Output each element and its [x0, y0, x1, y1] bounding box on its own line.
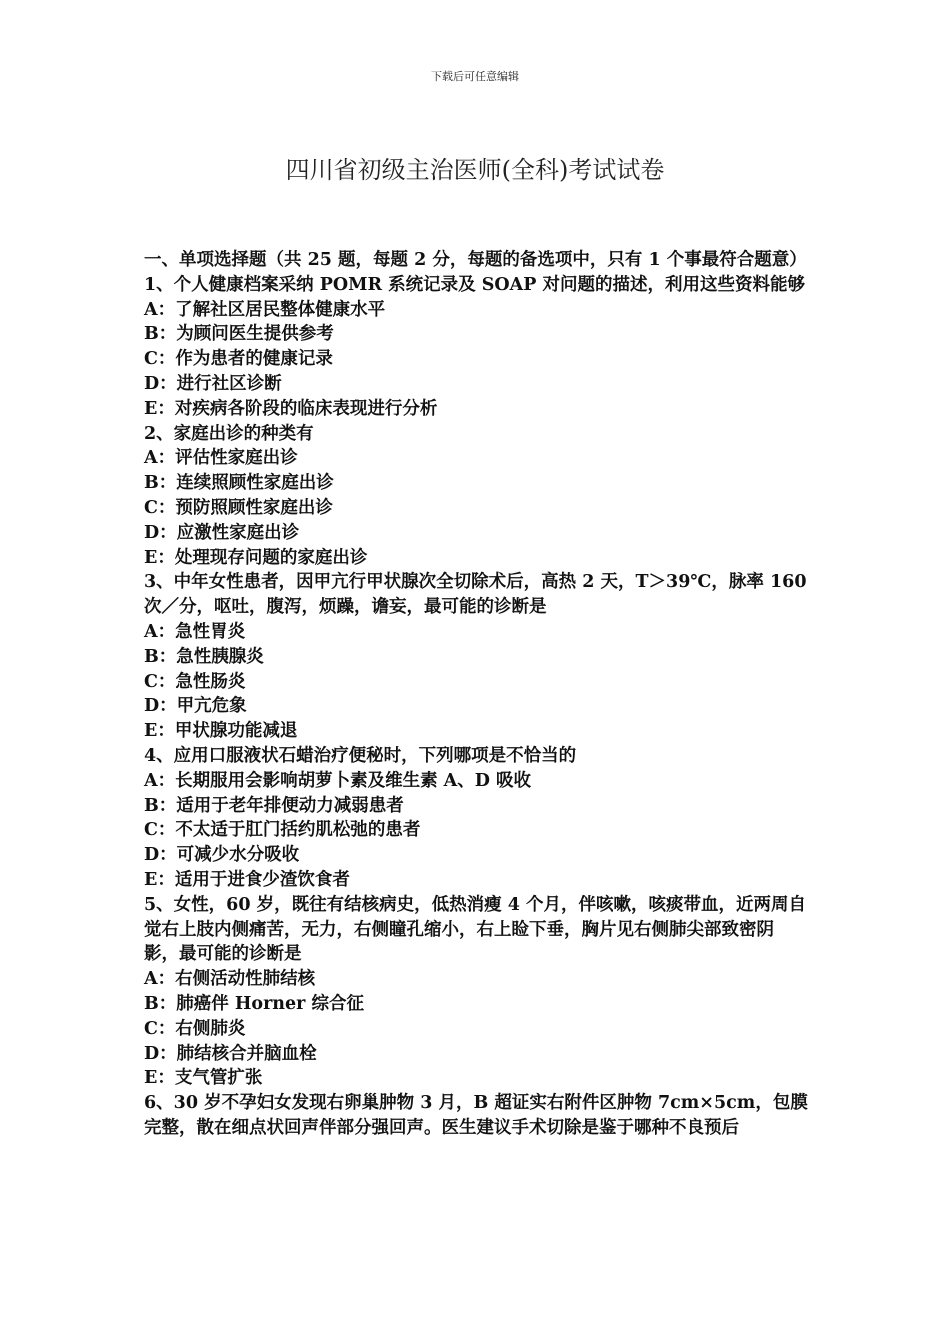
option-c: C：预防照顾性家庭出诊: [144, 497, 333, 518]
question-stem: 1、个人健康档案采纳 POMR 系统记录及 SOAP 对问题的描述，利用这些资料能够: [144, 274, 805, 295]
option-a: A：急性胃炎: [144, 621, 246, 642]
option-c: C：不太适于肛门括约肌松弛的患者: [144, 820, 421, 841]
question-stem: 3、中年女性患者，因甲亢行甲状腺次全切除术后，高热 2 天，T＞39℃，脉率 160 次／分，呕吐，腹泻，烦躁，谵妄，最可能的诊断是: [144, 572, 807, 618]
option-d: D：甲亢危象: [144, 696, 247, 717]
option-c: C：急性肠炎: [144, 671, 246, 692]
option-d: D：肺结核合并脑血栓: [144, 1043, 317, 1064]
question-6: [144, 1091, 808, 1141]
section-heading: 一、单项选择题（共 25 题，每题 2 分，每题的备选项中，只有 1 个事最符合题意）: [144, 250, 807, 270]
question-5: [144, 893, 808, 1091]
question-stem: 2、家庭出诊的种类有: [144, 423, 314, 444]
option-d: D：可减少水分吸收: [144, 845, 300, 866]
option-b: B：适用于老年排便动力减弱患者: [144, 795, 404, 816]
option-e: E：甲状腺功能减退: [144, 721, 298, 742]
question-1: [144, 273, 808, 422]
option-b: B：肺癌伴 Horner 综合征: [144, 993, 364, 1014]
option-b: B：急性胰腺炎: [144, 646, 264, 667]
option-c: C：右侧肺炎: [144, 1018, 246, 1039]
question-stem: 5、女性，60 岁，既往有结核病史，低热消瘦 4 个月，伴咳嗽，咳痰带血，近两周自觉右上肢内侧痛苦，无力，右侧瞳孔缩小，右上睑下垂，胸片见右侧肺尖部致密阴影，最可能的诊断是: [144, 894, 806, 965]
question-stem: 6、30 岁不孕妇女发现右卵巢肿物 3 月，B 超证实右附件区肿物 7cm×5cm，包膜完整，散在细点状回声伴部分强回声。医生建议手术切除是鉴于哪种不良预后: [144, 1093, 808, 1138]
option-d: D：应激性家庭出诊: [144, 522, 300, 543]
option-b: B：为顾问医生提供参考: [144, 324, 334, 345]
question-stem: 4、应用口服液状石蜡治疗便秘时，下列哪项是不恰当的: [144, 745, 577, 766]
option-d: D：进行社区诊断: [144, 373, 282, 394]
option-a: A：了解社区居民整体健康水平: [144, 299, 386, 320]
option-c: C：作为患者的健康记录: [144, 349, 333, 370]
option-e: E：支气管扩张: [144, 1068, 263, 1089]
question-2: [144, 422, 808, 571]
header-note: 下载后可任意编辑: [431, 70, 519, 83]
question-4: [144, 744, 808, 893]
document-body: [144, 248, 808, 1141]
option-e: E：处理现存问题的家庭出诊: [144, 547, 368, 568]
document-title: 四川省初级主治医师(全科)考试试卷: [285, 156, 665, 184]
option-b: B：连续照顾性家庭出诊: [144, 473, 334, 494]
option-e: E：对疾病各阶段的临床表现进行分析: [144, 398, 438, 419]
option-e: E：适用于进食少渣饮食者: [144, 869, 350, 890]
option-a: A：长期服用会影响胡萝卜素及维生素 A、D 吸收: [144, 770, 532, 791]
option-a: A：右侧活动性肺结核: [144, 969, 316, 990]
option-a: A：评估性家庭出诊: [144, 448, 298, 469]
question-3: [144, 570, 808, 744]
